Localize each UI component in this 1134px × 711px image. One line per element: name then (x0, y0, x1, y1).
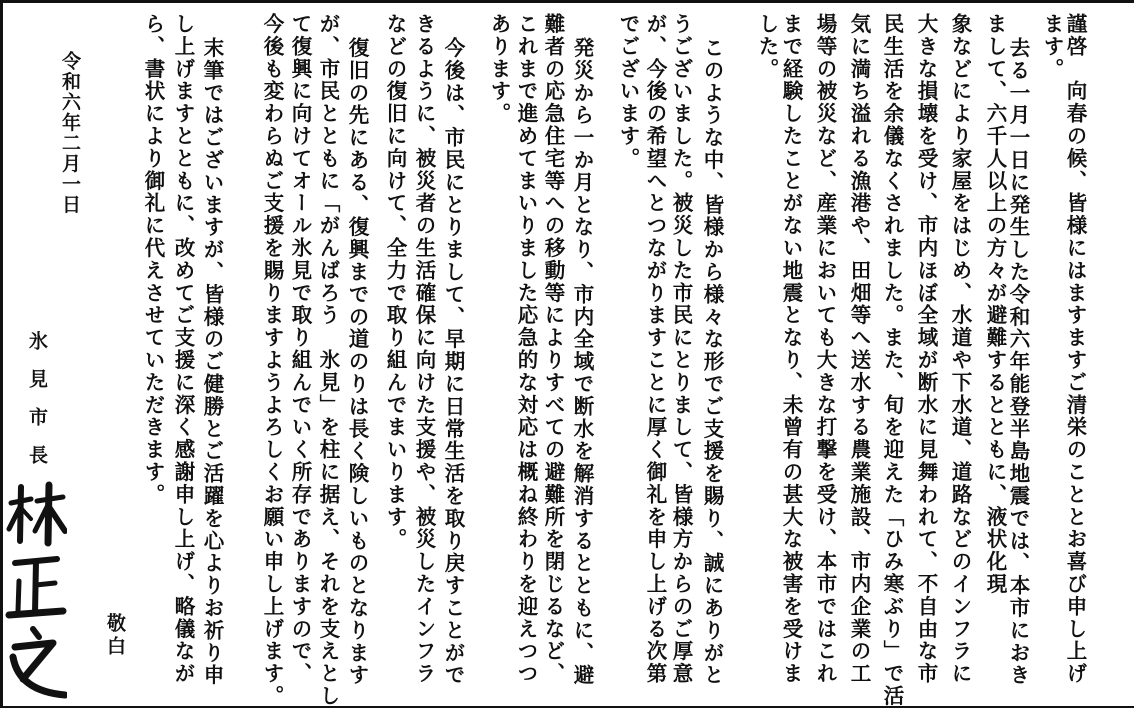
letter-line: て復興に向けてオール氷見で取り組んでいく所存でありますので、 (288, 13, 312, 685)
letter-line: ら、書状により御礼に代えさせていただきます。 (141, 13, 165, 506)
letter-line: まして、六千人以上の方々が避難するとともに、液状化現 (983, 13, 1007, 596)
letter-line: 今後も変わらぬご支援を賜りますようよろしくお願い申し上げます。 (260, 13, 284, 708)
letter-line: 民生活を余儀なくされました。また、旬を迎えた「ひみ寒ぶり」で活 (880, 13, 904, 708)
letter-line: ます。 (1040, 13, 1064, 81)
letter-line: 復旧の先にある、復興までの道のりは長く険しいものとなります (345, 37, 369, 687)
mayor-signature (5, 481, 67, 706)
letter-line: し上げますとともに、改めてご支援に深く感謝申し上げ、略儀なが (171, 13, 195, 685)
letter-line: あります。 (487, 13, 511, 125)
letter-line: が、今後の希望へとつながりますことに厚く御礼を申し上げる次第 (643, 13, 667, 685)
signature-brushwork (5, 481, 67, 706)
letter-line: などの復旧に向けて、全力で取り組んでまいります。 (383, 13, 407, 551)
signoff: 敬白 (104, 613, 126, 659)
letter-line: でございます。 (616, 13, 640, 170)
letter-line: 末筆ではございますが、皆様のご健勝とご活躍を心よりお祈り申 (200, 37, 224, 687)
letter-line: 大きな損壊を受け、市内ほぼ全域が断水に見舞われて、不自由な市 (914, 13, 938, 685)
letter-line: 今後は、市民にとりまして、早期に日常生活を取り戻すことがで (441, 37, 465, 687)
letter-line: このような中、皆様から様々な形でご支援を賜り、誠にありがと (700, 37, 724, 687)
letter-line: が、市民とともに「がんばろう 氷見」を柱に据え、それを支えとし (316, 13, 340, 708)
mayor-title: 氷見市長 (26, 331, 48, 483)
letter-line: 気に満ち溢れる漁港や、田畑等へ送水する農業施設、市内企業の工 (847, 13, 871, 685)
letter-line: 象などにより家屋をはじめ、水道や下水道、道路などのインフラに (948, 13, 972, 685)
letter-line: これまで進めてまいりました応急的な対応は概ね終わりを迎えつつ (514, 13, 538, 685)
letter-line: まで経験したことがない地震となり、未曾有の甚大な被害を受けま (779, 13, 803, 685)
letter-line: 場等の被災など、産業においても大きな打撃を受け、本市ではこれ (813, 13, 837, 685)
letter-line: きるように、被災者の生活確保に向けた支援や、被災したインフラ (412, 13, 436, 685)
letter-line: 謹啓 向春の候、皆様にはますますご清栄のこととお喜び申し上げ (1063, 13, 1087, 685)
letter-line: した。 (755, 13, 779, 81)
letter-date: 令和六年二月一日 (59, 51, 81, 215)
letter-line: 難者の応急住宅等への移動等によりすべての避難所を閉じるなど、 (541, 13, 565, 685)
letter-line: うございました。被災した市民にとりまして、皆様方からのご厚意 (669, 13, 693, 685)
letter-line: 去る一月一日に発生した令和六年能登半島地震では、本市におき (1006, 37, 1030, 687)
letter-line: 発災から一か月となり、市内全域で断水を解消するとともに、避 (570, 37, 594, 687)
